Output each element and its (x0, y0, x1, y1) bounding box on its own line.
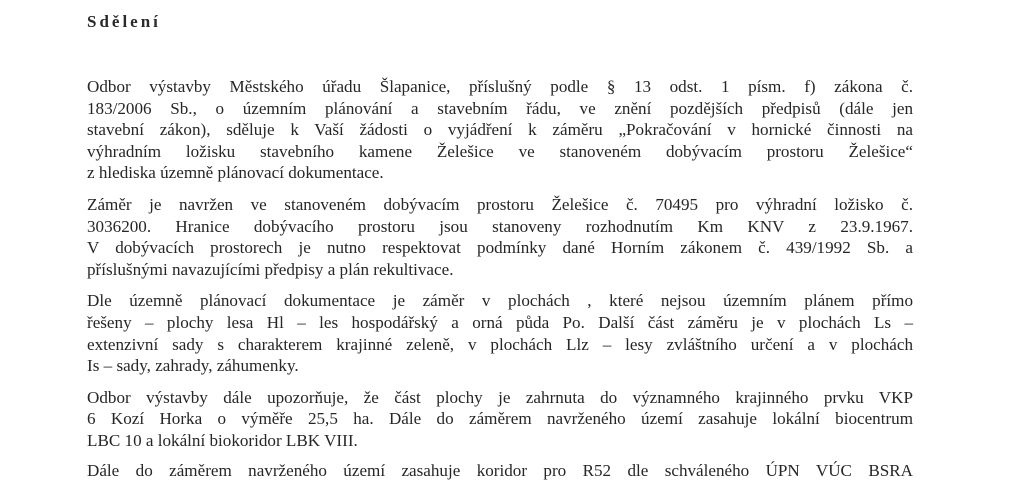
text-line: 6 Kozí Horka o výměře 25,5 ha. Dále do záměrem navrženého území zasahuje lokální biocentrum (87, 409, 913, 429)
text-line: stavební zákon), sděluje k Vaší žádosti o vyjádření k záměru „Pokračování v hornické činnosti na (87, 120, 913, 140)
text-line: extenzivní sady s charakterem krajinné zeleně, v plochách Llz – lesy zvláštního určení a v plochách (87, 334, 913, 354)
text-line: Is – sady, zahrady, záhumenky. (87, 356, 299, 376)
text-line: Odbor výstavby Městského úřadu Šlapanice, příslušný podle § 13 odst. 1 písm. f) zákona č. (87, 77, 913, 96)
paragraph-4 (87, 387, 913, 452)
text-line: Dle územně plánovací dokumentace je záměr v plochách , které nejsou územním plánem přímo (87, 291, 913, 311)
text-line: příslušnými navazujícími předpisy a plán rekultivace. (87, 259, 454, 279)
paragraph-2 (87, 194, 913, 280)
text-line: z hlediska územně plánovací dokumentace. (87, 163, 384, 183)
cut-off-text-line: Dále do záměrem navrženého území zasahuje koridor pro R52 dle schváleného ÚPN VÚC BSRA (87, 461, 913, 480)
text-line: 183/2006 Sb., o územním plánování a stavebním řádu, ve znění pozdějších předpisů (dále jen (87, 98, 913, 118)
text-line: řešeny – plochy lesa Hl – les hospodářský a orná půda Po. Další část záměru je v plochách Ls – (87, 312, 913, 332)
document-heading: Sdělení (87, 12, 161, 31)
paragraph-1 (87, 76, 913, 184)
text-line: výhradním ložisku stavebního kamene Želešice ve stanoveném dobývacím prostoru Želešice“ (87, 141, 913, 161)
text-line: LBC 10 a lokální biokoridor LBK VIII. (87, 430, 358, 450)
paragraph-3 (87, 290, 913, 376)
text-line: Záměr je navržen ve stanoveném dobývacím prostoru Želešice č. 70495 pro výhradní ložisko č. (87, 194, 913, 214)
text-line: V dobývacích prostorech je nutno respektovat podmínky dané Horním zákonem č. 439/1992 Sb. a (87, 238, 913, 258)
document-body (87, 76, 913, 462)
text-line: 3036200. Hranice dobývacího prostoru jsou stanoveny rozhodnutím Km KNV z 23.9.1967. (87, 216, 913, 236)
text-line: Odbor výstavby dále upozorňuje, že část plochy je zahrnuta do významného krajinného prvku VKP (87, 387, 913, 407)
